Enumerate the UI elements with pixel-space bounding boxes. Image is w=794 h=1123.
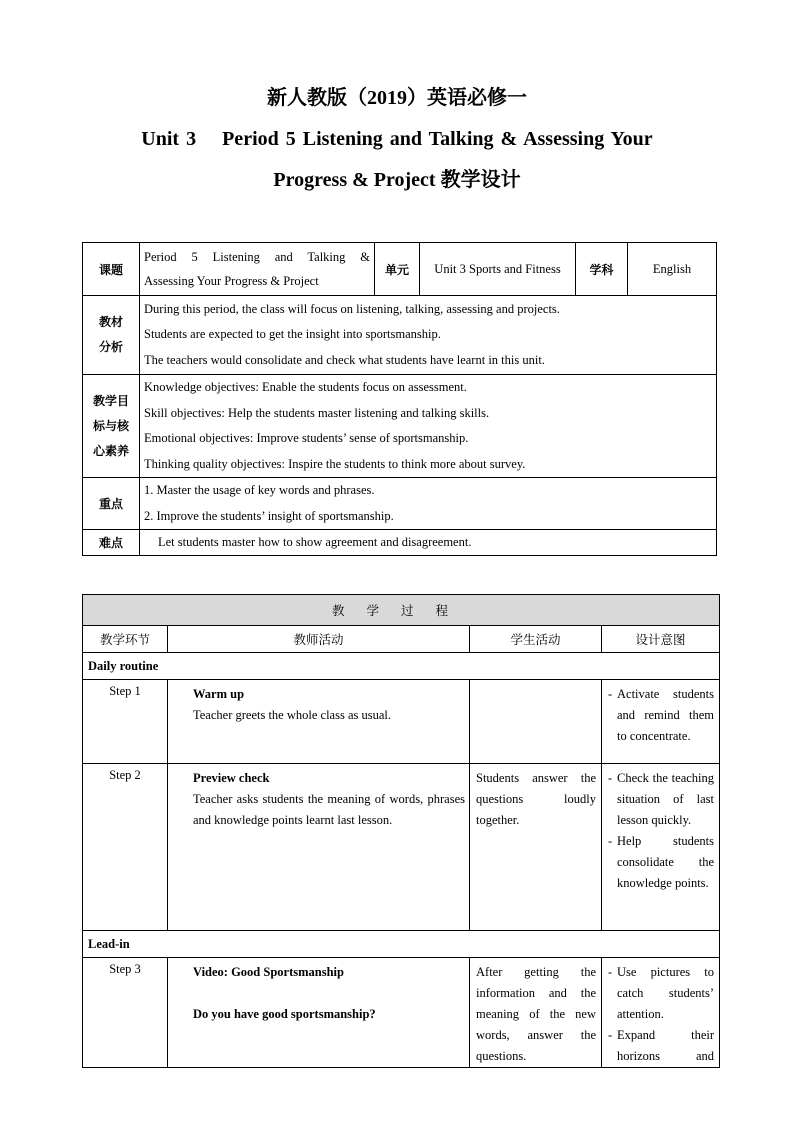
difficult-label: 难点 [83, 530, 140, 556]
activity-text: Teacher greets the whole class as usual. [193, 708, 392, 722]
topic-line-2: Assessing Your Progress & Project [144, 274, 319, 288]
key-points-row [83, 478, 717, 530]
design-intent [602, 680, 720, 764]
intent-item: - Help students consolidate the knowledge points. [608, 831, 714, 894]
title-unit: Unit 3 [141, 128, 197, 150]
design-intent [602, 764, 720, 931]
material-content [140, 296, 717, 375]
student-activity [470, 680, 602, 764]
objective-line: Skill objectives: Help the students master listening and talking skills. [144, 405, 490, 420]
activity-title: Video: Good Sportsmanship [193, 965, 344, 979]
difficult-content: Let students master how to show agreement and disagreement. [140, 530, 717, 556]
intent-item: - Check the teaching situation of last lesson quickly. [608, 768, 714, 831]
title-line-2 [0, 119, 794, 160]
material-line: Students are expected to get the insight into sportsmanship. [144, 327, 441, 342]
material-label-2: 分析 [98, 340, 123, 354]
unit-label: 单元 [375, 243, 420, 296]
objectives-content [140, 375, 717, 478]
material-row [83, 296, 717, 375]
header-stage: 教学环节 [83, 626, 168, 653]
material-label [83, 296, 140, 375]
activity-text: Teacher asks students the meaning of words, phrases and knowledge points learnt last lesson. [193, 792, 465, 827]
design-intent [602, 958, 720, 1068]
process-band-title: 教学过程 [83, 595, 720, 626]
topic-value [140, 243, 375, 296]
teacher-activity [168, 764, 470, 931]
key-content [140, 478, 717, 530]
objectives-label-1: 教学目 [92, 393, 129, 408]
key-line: 2. Improve the students’ insight of sportsmanship. [144, 508, 394, 523]
intent-item: - Activate students and remind them to concentrate. [608, 684, 714, 747]
step-row-1 [83, 680, 720, 764]
key-line: 1. Master the usage of key words and phrases. [144, 483, 375, 497]
objective-line: Thinking quality objectives: Inspire the students to think more about survey. [144, 456, 526, 471]
section-title: Daily routine [83, 653, 720, 680]
title-line-1: 新人教版（2019）英语必修一 [267, 87, 527, 109]
intent-item: - Expand their horizons and [608, 1025, 714, 1067]
topic-label: 课题 [83, 243, 140, 296]
objectives-label-3: 心素养 [92, 443, 129, 458]
objective-line: Knowledge objectives: Enable the students focus on assessment. [144, 380, 467, 394]
lesson-info-table [82, 242, 717, 556]
topic-row [83, 243, 717, 296]
teacher-activity [168, 680, 470, 764]
section-lead-in [83, 931, 720, 958]
material-label-1: 教材 [98, 315, 123, 329]
step-label: Step 2 [83, 764, 168, 931]
student-activity: After getting the information and the meaning of the new words, answer the questions. [470, 958, 602, 1068]
topic-line-1: Period 5 Listening and Talking & [144, 250, 370, 264]
objectives-label [83, 375, 140, 478]
material-line: During this period, the class will focus on listening, talking, assessing and projects. [144, 301, 560, 316]
material-line: The teachers would consolidate and check what students have learnt in this unit. [144, 352, 545, 367]
step-label: Step 1 [83, 680, 168, 764]
subject-label: 学科 [576, 243, 628, 296]
unit-value: Unit 3 Sports and Fitness [420, 243, 576, 296]
teacher-activity [168, 958, 470, 1068]
step-row-2 [83, 764, 720, 931]
subject-value: English [628, 243, 717, 296]
teaching-process-table [82, 594, 720, 1068]
document-title [0, 78, 794, 201]
objectives-label-2: 标与核 [92, 418, 129, 433]
title-period: Period 5 Listening and Talking & Assessing Your [222, 128, 653, 150]
header-teacher: 教师活动 [168, 626, 470, 653]
header-intent: 设计意图 [602, 626, 720, 653]
section-daily-routine [83, 653, 720, 680]
activity-title: Warm up [193, 687, 245, 701]
objective-line: Emotional objectives: Improve students’ sense of sportsmanship. [144, 431, 469, 445]
intent-item: - Use pictures to catch students’ attention. [608, 962, 714, 1025]
objectives-row [83, 375, 717, 478]
process-band-row [83, 595, 720, 626]
title-line-3: Progress & Project 教学设计 [273, 169, 521, 191]
section-title: Lead-in [83, 931, 720, 958]
key-label: 重点 [83, 478, 140, 530]
step-label: Step 3 [83, 958, 168, 1068]
difficult-row [83, 530, 717, 556]
step-row-3 [83, 958, 720, 1068]
activity-title: Preview check [193, 771, 270, 785]
activity-question: Do you have good sportsmanship? [193, 1007, 376, 1021]
process-header-row [83, 626, 720, 653]
spacer [193, 983, 465, 1004]
student-activity: Students answer the questions loudly together. [470, 764, 602, 931]
header-student: 学生活动 [470, 626, 602, 653]
